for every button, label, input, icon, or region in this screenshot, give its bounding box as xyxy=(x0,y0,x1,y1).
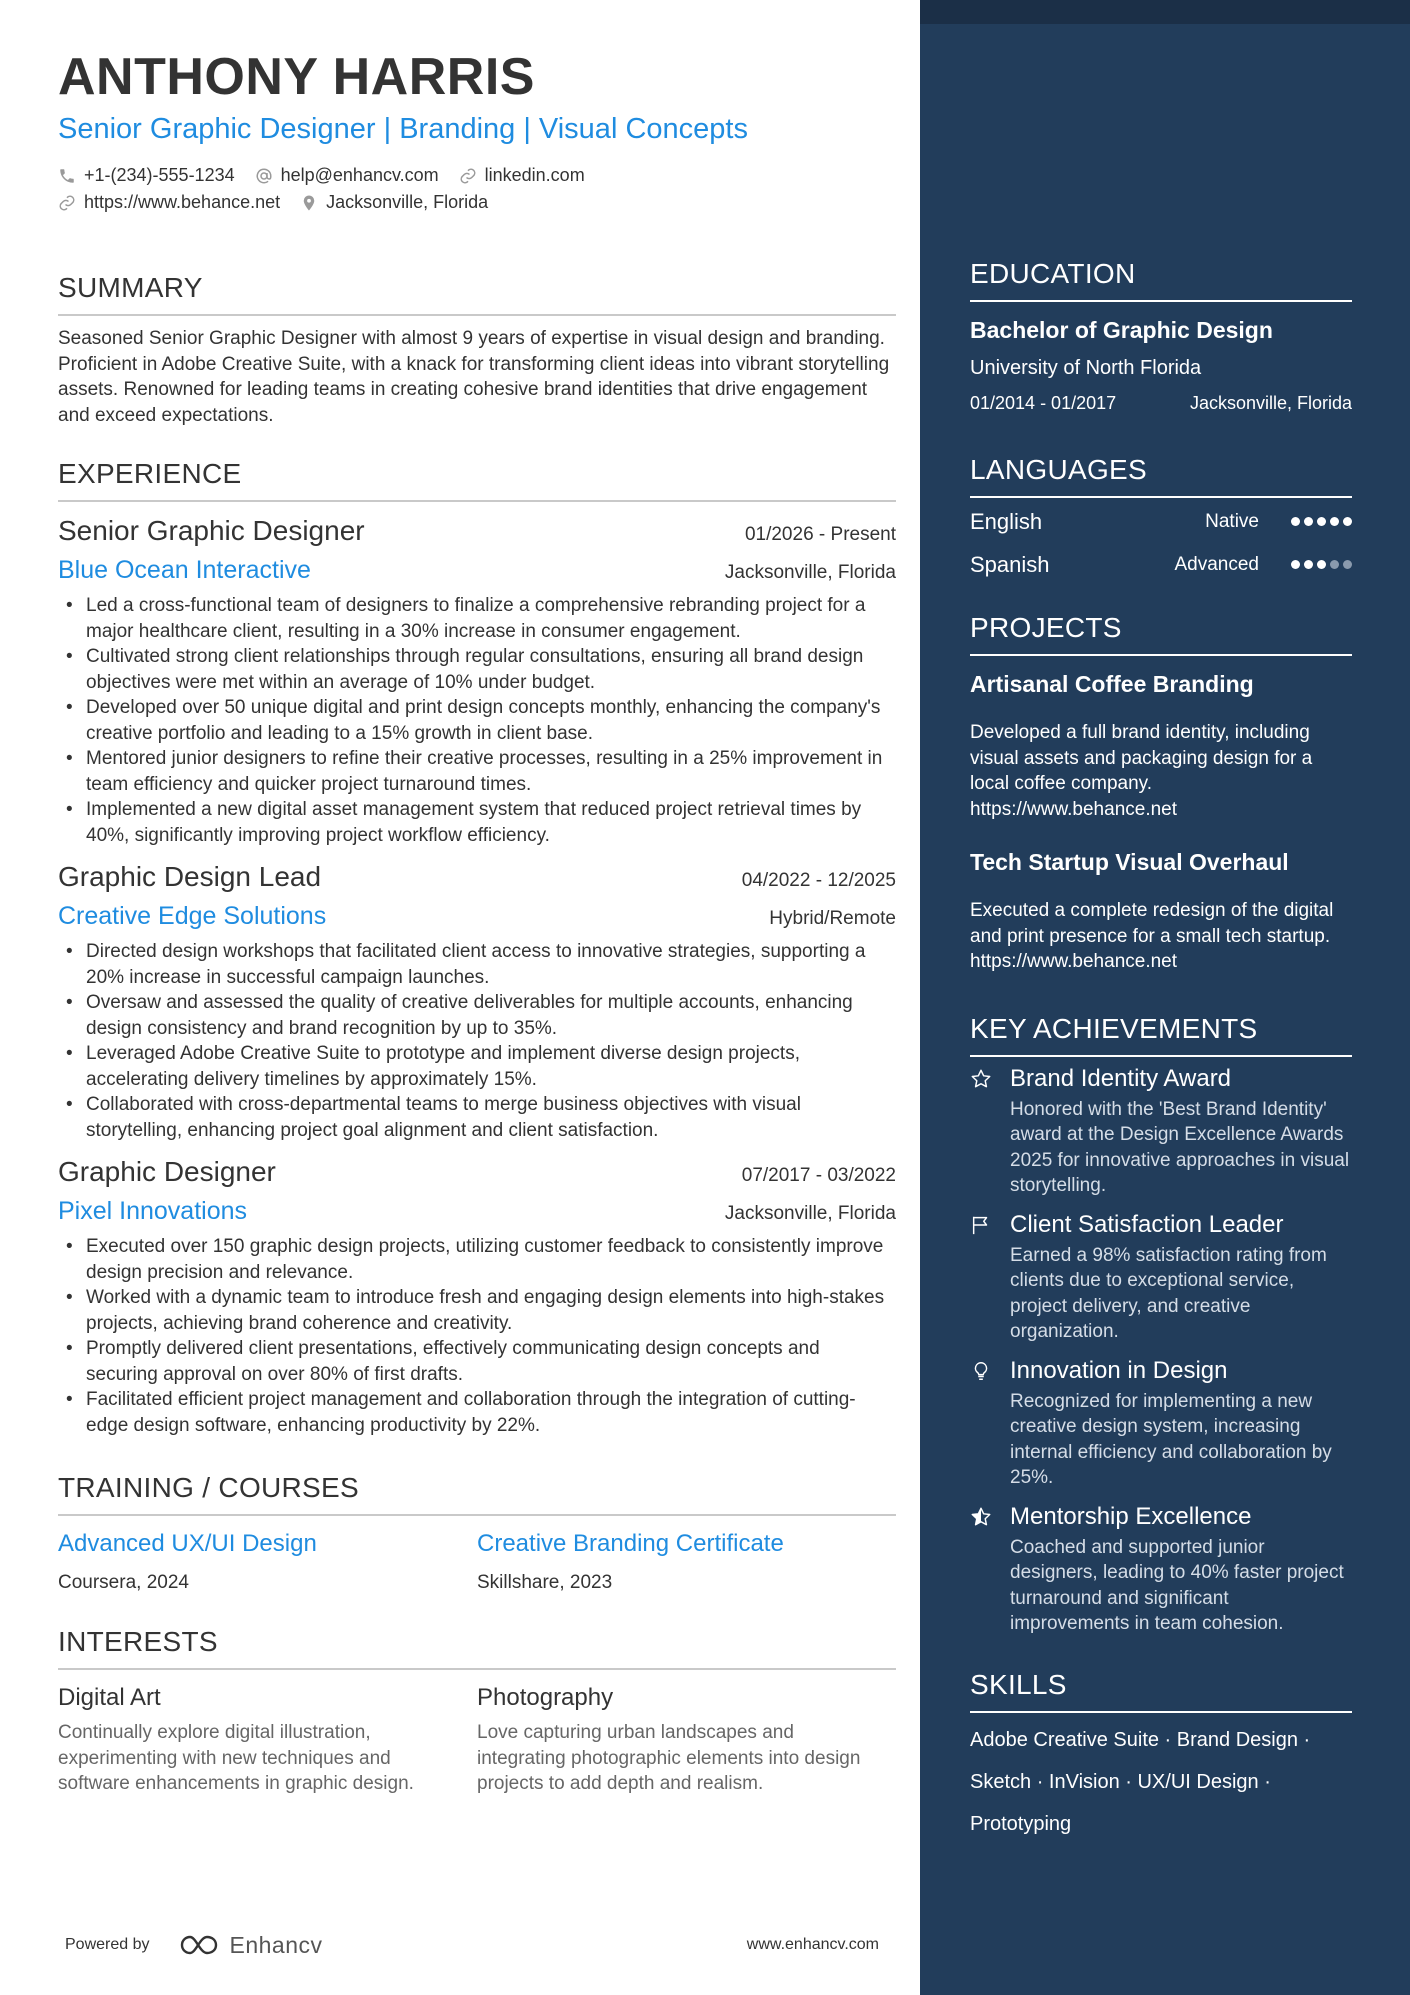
contact-email[interactable] xyxy=(255,165,439,186)
project-title: Artisanal Coffee Branding xyxy=(970,671,1254,697)
achievement-text: Honored with the 'Best Brand Identity' award at the Design Excellence Awards 2025 for innovative approaches in visual storytelling. xyxy=(1010,1098,1350,1196)
at-sign-icon xyxy=(255,167,273,185)
headline: Senior Graphic Designer | Branding | Visual Concepts xyxy=(58,113,748,145)
linkedin-text: linkedin.com xyxy=(484,165,585,185)
language-name: Spanish xyxy=(970,551,1050,577)
job-location: Hybrid/Remote xyxy=(769,908,896,929)
email-text: help@enhancv.com xyxy=(280,165,439,185)
education-location: Jacksonville, Florida xyxy=(1189,393,1352,413)
bullet-item: • Promptly delivered client presentations, effectively communicating design concepts and securing approval on over 80% of first drafts. xyxy=(58,1336,896,1387)
footer xyxy=(65,1925,879,1965)
job-date: 04/2022 - 12/2025 xyxy=(741,870,896,891)
skills-section xyxy=(970,1667,1352,1845)
experience-title: EXPERIENCE xyxy=(58,456,896,502)
summary-title: SUMMARY xyxy=(58,270,896,316)
education-title: EDUCATION xyxy=(970,256,1352,302)
achievement-title: Brand Identity Award xyxy=(1010,1064,1232,1092)
summary-section xyxy=(58,270,896,428)
contact-location xyxy=(300,192,488,213)
project-title: Tech Startup Visual Overhaul xyxy=(970,849,1289,875)
website-text: https://www.behance.net xyxy=(84,192,281,212)
job-company: Creative Edge Solutions xyxy=(58,902,327,930)
bullet-item: • Executed over 150 graphic design projects, utilizing customer feedback to consistently improve design precision and relevance. xyxy=(58,1234,896,1285)
rating-dot-filled xyxy=(1343,517,1352,526)
language-level: Native xyxy=(1205,510,1259,532)
phone-icon xyxy=(58,167,76,185)
rating-dot-filled xyxy=(1304,560,1313,569)
project-description: Developed a full brand identity, including visual assets and packaging design for a local coffee company. xyxy=(970,722,1313,794)
interest-item xyxy=(477,1682,896,1797)
job-company: Blue Ocean Interactive xyxy=(58,556,311,584)
bullet-item: • Mentored junior designers to refine their creative processes, resulting in a 25% improvement in team efficiency and quicker project turnaround times. xyxy=(58,746,896,797)
rating-dot-empty xyxy=(1330,560,1339,569)
interests-title: INTERESTS xyxy=(58,1624,896,1670)
location-pin-icon xyxy=(300,194,318,212)
flag-icon xyxy=(970,1214,992,1236)
bullet-item: • Oversaw and assessed the quality of creative deliverables for multiple accounts, enhancing design consistency and brand recognition by up to 35%. xyxy=(58,990,896,1041)
contact-phone[interactable] xyxy=(58,165,235,186)
contact-linkedin[interactable] xyxy=(459,165,585,186)
projects-title: PROJECTS xyxy=(970,610,1352,656)
education-dates: 01/2014 - 01/2017 xyxy=(970,393,1117,413)
education-section xyxy=(970,256,1352,416)
phone-text: +1-(234)-555-1234 xyxy=(84,165,235,185)
rating-dot-empty xyxy=(1343,560,1352,569)
course-item xyxy=(58,1528,477,1594)
job-date: 01/2026 - Present xyxy=(744,524,896,545)
bullet-item: • Worked with a dynamic team to introduce fresh and engaging design elements into high-stakes projects, achieving brand coherence and creativity. xyxy=(58,1285,896,1336)
achievement-item xyxy=(970,1063,1352,1199)
rating-dot-filled xyxy=(1317,517,1326,526)
rating-dot-filled xyxy=(1291,560,1300,569)
achievement-item xyxy=(970,1355,1352,1491)
rating-dot-filled xyxy=(1330,517,1339,526)
interests-section xyxy=(58,1624,896,1797)
link-icon xyxy=(58,194,76,212)
job-title: Graphic Design Lead xyxy=(58,861,322,892)
footer-url[interactable]: www.enhancv.com xyxy=(746,1936,879,1953)
candidate-name: ANTHONY HARRIS xyxy=(58,48,535,106)
enhancv-logo-text: Enhancv xyxy=(229,1931,323,1958)
project-item xyxy=(970,846,1352,975)
star-half-icon xyxy=(970,1506,992,1528)
contact-website[interactable] xyxy=(58,192,280,213)
job-location: Jacksonville, Florida xyxy=(724,1203,896,1224)
experience-section xyxy=(58,456,896,1438)
sidebar-top-bar xyxy=(920,0,1410,24)
interest-item xyxy=(58,1682,477,1797)
bullet-item: • Collaborated with cross-departmental teams to merge business objectives with visual storytelling, enhancing project goal alignment and client satisfaction. xyxy=(58,1092,896,1143)
languages-section xyxy=(970,452,1352,586)
rating-dot-filled xyxy=(1291,517,1300,526)
rating-dot-filled xyxy=(1317,560,1326,569)
course-item xyxy=(477,1528,896,1594)
achievement-title: Mentorship Excellence xyxy=(1010,1502,1252,1530)
job-bullets xyxy=(58,593,896,848)
powered-by-label: Powered by xyxy=(65,1936,150,1953)
star-outline-icon xyxy=(970,1068,992,1090)
bullet-item: • Directed design workshops that facilitated client access to innovative strategies, supporting a 20% increase in successful campaign launches. xyxy=(58,939,896,990)
language-level: Advanced xyxy=(1174,553,1259,575)
interest-text: Continually explore digital illustration, experimenting with new techniques and software enhancements in graphic design. xyxy=(58,1722,414,1794)
language-rating xyxy=(1291,517,1352,526)
job-entry xyxy=(58,1153,896,1438)
lightbulb-icon xyxy=(970,1360,992,1382)
achievements-title: KEY ACHIEVEMENTS xyxy=(970,1011,1352,1057)
bullet-item: • Led a cross-functional team of designers to finalize a comprehensive rebranding project for a major healthcare client, resulting in a 30% increase in consumer engagement. xyxy=(58,593,896,644)
projects-section xyxy=(970,610,1352,975)
bullet-item: • Implemented a new digital asset management system that reduced project retrieval times by 40%, significantly improving project workflow efficiency. xyxy=(58,797,896,848)
job-title: Senior Graphic Designer xyxy=(58,515,365,546)
interest-title: Digital Art xyxy=(58,1684,161,1711)
bullet-item: • Leveraged Adobe Creative Suite to prototype and implement diverse design projects, accelerating delivery timelines by approximately 15%. xyxy=(58,1041,896,1092)
course-title: Advanced UX/UI Design xyxy=(58,1530,317,1557)
skills-title: SKILLS xyxy=(970,1667,1352,1713)
enhancv-logo[interactable] xyxy=(178,1932,323,1959)
location-text: Jacksonville, Florida xyxy=(326,192,489,212)
education-school: University of North Florida xyxy=(970,357,1202,379)
achievement-text: Earned a 98% satisfaction rating from clients due to exceptional service, project delivery, and creative organization. xyxy=(1010,1244,1327,1342)
language-item xyxy=(970,500,1352,543)
language-item xyxy=(970,543,1352,586)
job-bullets xyxy=(58,1234,896,1438)
project-link[interactable]: https://www.behance.net xyxy=(970,951,1178,972)
interest-text: Love capturing urban landscapes and integrating photographic elements into design projects to add depth and realism. xyxy=(477,1722,861,1794)
summary-text: Seasoned Senior Graphic Designer with almost 9 years of expertise in visual design and branding. Proficient in Adobe Creative Suite, with a knack for transforming client ideas into vibrant storytelling assets. Renowned for leading teams in creating cohesive brand identities that drive engagement and exceed expectations. xyxy=(58,328,890,426)
course-meta: Skillshare, 2023 xyxy=(477,1572,613,1593)
job-entry xyxy=(58,858,896,1143)
training-section xyxy=(58,1470,896,1594)
job-location: Jacksonville, Florida xyxy=(724,562,896,583)
link-icon xyxy=(459,167,477,185)
enhancv-logo-icon xyxy=(178,1932,224,1958)
interest-title: Photography xyxy=(477,1684,614,1711)
project-item xyxy=(970,668,1352,822)
achievements-section xyxy=(970,1011,1352,1637)
job-title: Graphic Designer xyxy=(58,1156,276,1187)
job-entry xyxy=(58,512,896,848)
bullet-item: • Facilitated efficient project management and collaboration through the integration of cutting-edge design software, enhancing productivity by 22%. xyxy=(58,1387,896,1438)
sidebar xyxy=(920,0,1410,1995)
bullet-item: • Developed over 50 unique digital and print design concepts monthly, enhancing the company's creative portfolio and leading to a 15% growth in client base. xyxy=(58,695,896,746)
achievement-text: Recognized for implementing a new creative design system, increasing internal efficiency and collaboration by 25%. xyxy=(1010,1390,1332,1488)
job-bullets xyxy=(58,939,896,1143)
achievement-item xyxy=(970,1501,1352,1637)
achievement-item xyxy=(970,1209,1352,1345)
contact-info xyxy=(58,162,896,216)
languages-title: LANGUAGES xyxy=(970,452,1352,498)
course-title: Creative Branding Certificate xyxy=(477,1530,784,1557)
education-degree: Bachelor of Graphic Design xyxy=(970,317,1273,343)
language-name: English xyxy=(970,508,1043,534)
course-meta: Coursera, 2024 xyxy=(58,1572,189,1593)
job-company: Pixel Innovations xyxy=(58,1197,248,1225)
achievement-title: Client Satisfaction Leader xyxy=(1010,1210,1284,1238)
language-rating xyxy=(1291,560,1352,569)
project-link[interactable]: https://www.behance.net xyxy=(970,798,1178,820)
bullet-item: • Cultivated strong client relationships through regular consultations, ensuring all brand design objectives were met within an average of 10% under budget. xyxy=(58,644,896,695)
rating-dot-filled xyxy=(1304,517,1313,526)
achievement-title: Innovation in Design xyxy=(1010,1356,1228,1384)
training-title: TRAINING / COURSES xyxy=(58,1470,896,1516)
project-description: Executed a complete redesign of the digital and print presence for a small tech startup. xyxy=(970,900,1334,947)
job-date: 07/2017 - 03/2022 xyxy=(741,1165,896,1186)
skills-list: Adobe Creative Suite · Brand Design · Sketch · InVision · UX/UI Design · Prototyping xyxy=(970,1728,1311,1835)
achievement-text: Coached and supported junior designers, leading to 40% faster project turnaround and significant improvements in team cohesion. xyxy=(1010,1536,1344,1634)
